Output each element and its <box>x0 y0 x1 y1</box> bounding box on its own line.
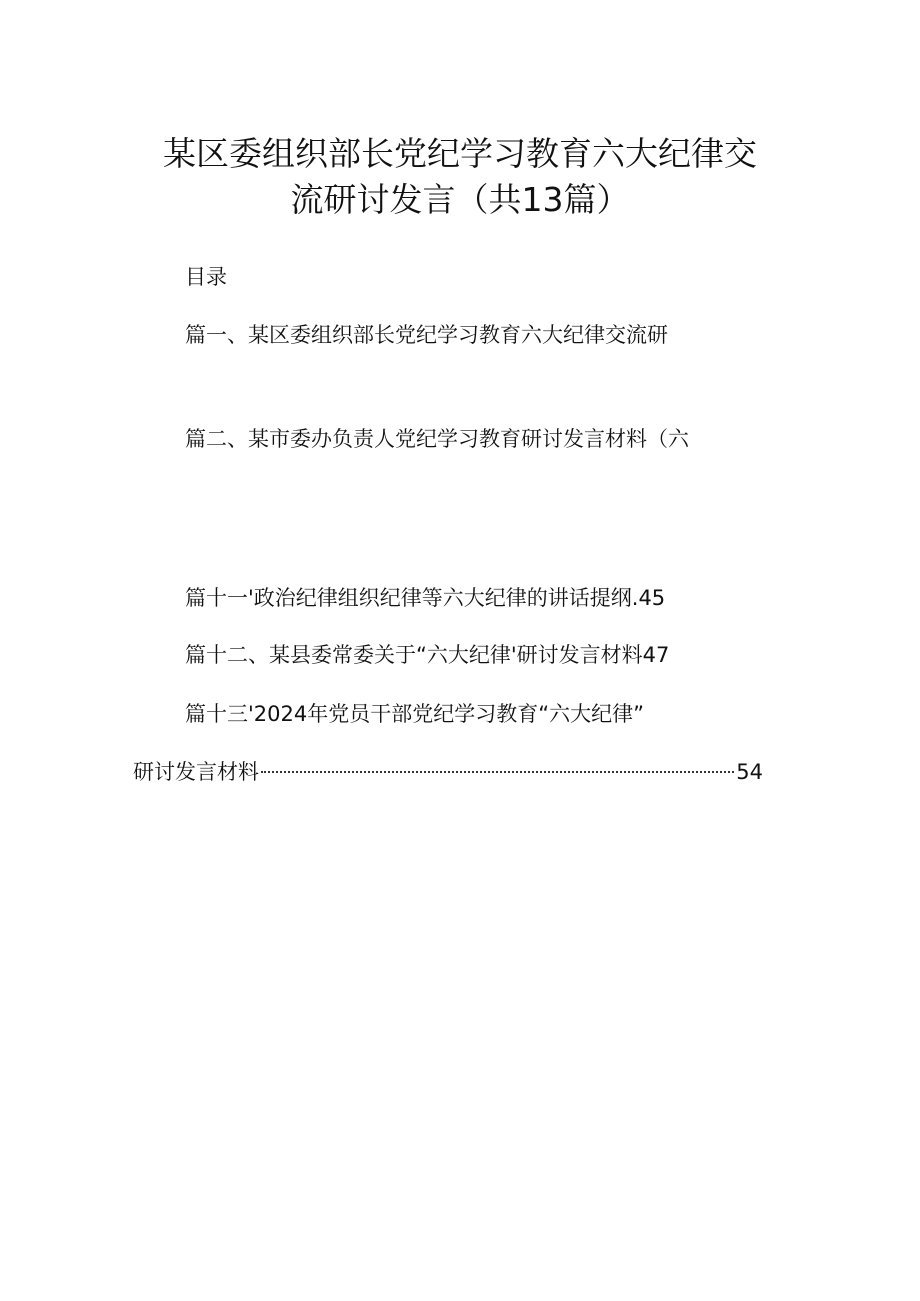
toc-entry[interactable]: 篇十一'政治纪律组织纪律等六大纪律的讲话提纲.45 <box>185 586 666 610</box>
document-title-line-2: 流研讨发言（共13篇） <box>290 180 630 219</box>
toc-entry[interactable]: 篇一、某区委组织部长党纪学习教育六大纪律交流研 <box>185 323 668 347</box>
dot-leader <box>261 771 734 773</box>
toc-entry-text: 研讨发言材料 <box>133 760 259 784</box>
toc-page-number: 54 <box>736 760 763 784</box>
toc-heading: 目录 <box>185 265 227 289</box>
toc-entry[interactable]: 篇十三'2024年党员干部党纪学习教育“六大纪律” <box>185 702 644 726</box>
document-title-line-1: 某区委组织部长党纪学习教育六大纪律交 <box>163 134 757 173</box>
toc-entry[interactable]: 篇二、某市委办负责人党纪学习教育研讨发言材料（六 <box>185 427 689 451</box>
toc-entry[interactable]: 篇十二、某县委常委关于“六大纪律'研讨发言材料47 <box>185 643 670 667</box>
toc-entry-last[interactable] <box>133 757 763 787</box>
